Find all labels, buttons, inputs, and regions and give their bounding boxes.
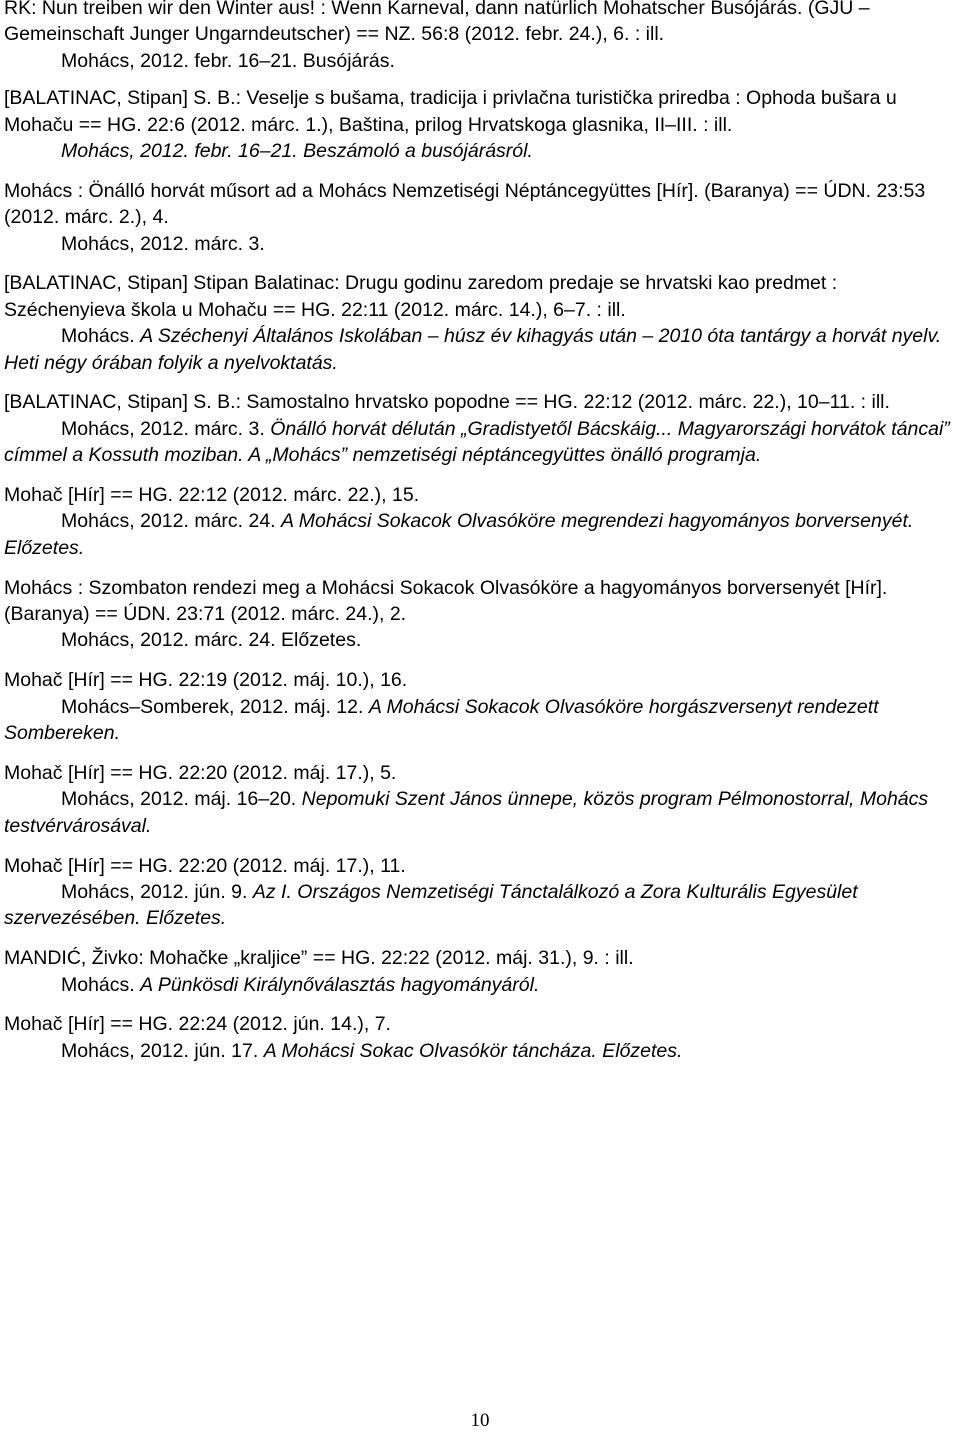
entry-citation: [BALATINAC, Stipan] S. B.: Veselje s bušama, tradicija i privlačna turistička priredba : Ophoda bušara u Mohaču == HG. 22:6 (2012. márc. 1.), Baština, prilog Hrvatskoga glasnika, II–III. : ill. [4,87,897,136]
annotation-text: A Mohácsi Sokacok Olvasóköre megrendezi hagyományos borversenyét. Előzetes. [4,510,914,559]
bibliography-entry [4,760,954,839]
entry-citation: Mohač [Hír] == HG. 22:24 (2012. jún. 14.), 7. [4,1013,391,1036]
bibliography-entry [4,482,954,561]
bibliography-entry [4,178,954,257]
annotation-text: Nepomuki Szent János ünnepe, közös program Pélmonostorral, Mohács testvérvárosával. [4,788,929,837]
bibliography-entry [4,389,954,468]
entry-citation: Mohač [Hír] == HG. 22:20 (2012. máj. 17.), 5. [4,761,397,784]
annotation-place-date: Mohács. [61,325,135,348]
bibliography-entry [4,945,954,998]
entry-citation: Mohač [Hír] == HG. 22:12 (2012. márc. 22.), 15. [4,484,420,507]
bibliography-entry [4,575,954,654]
bibliography-entry [4,0,954,74]
annotation-text: Az I. Országos Nemzetiségi Tánctalálkozó a Zora Kulturális Egyesület szervezésében. Előzetes. [4,880,858,930]
bibliography-page [4,0,954,1078]
annotation-place-date: Mohács. [61,973,135,996]
entry-citation: MANDIĆ, Živko: Mohačke „kraljice” == HG. 22:22 (2012. máj. 31.), 9. : ill. [4,947,634,970]
entry-annotation [4,138,954,164]
entry-annotation [4,231,954,257]
entry-citation: Mohács : Szombaton rendezi meg a Mohácsi Sokacok Olvasóköre a hagyományos borversenyét [Hír]. (Baranya) == ÚDN. 23:71 (2012. márc. 24.), 2. [4,576,888,626]
annotation-text: Mohács, 2012. febr. 16–21. Beszámoló a busójárásról. [61,140,533,163]
annotation-text: Önálló horvát délután „Gradistyetől Bácskáig... Magyarországi horvátok táncai” címmel a Kossuth moziban. A „Mohács” nemzetiségi néptáncegyüttes önálló programja. [4,417,950,467]
bibliography-entry [4,270,954,376]
annotation-place-date: Mohács, 2012. márc. 24. [61,510,276,533]
entry-citation: Mohács : Önálló horvát műsort ad a Mohács Nemzetiségi Néptáncegyüttes [Hír]. (Baranya) == ÚDN. 23:53 (2012. márc. 2.), 4. [4,179,926,229]
annotation-place-date: Mohács, 2012. máj. 16–20. [61,788,297,811]
entry-citation: [BALATINAC, Stipan] Stipan Balatinac: Drugu godinu zaredom predaje se hrvatski kao predmet : Széchenyieva škola u Mohaču == HG. 22:11 (2012. márc. 14.), 6–7. : ill. [4,272,838,321]
entry-citation: Mohač [Hír] == HG. 22:20 (2012. máj. 17.), 11. [4,854,406,877]
annotation-place-date: Mohács, 2012. márc. 24. Előzetes. [61,629,362,652]
annotation-place-date: Mohács, 2012. febr. 16–21. Busójárás. [61,49,395,72]
entry-citation: [BALATINAC, Stipan] S. B.: Samostalno hrvatsko popodne == HG. 22:12 (2012. márc. 22.), 10–11. : ill. [4,391,890,414]
annotation-text: A Pünkösdi Királynőválasztás hagyományáról. [140,973,540,996]
bibliography-entry [4,85,954,164]
bibliography-entry [4,1011,954,1064]
annotation-place-date: Mohács, 2012. márc. 3. [61,417,265,440]
annotation-place-date: Mohács–Somberek, 2012. máj. 12. [61,695,364,718]
annotation-place-date: Mohács, 2012. jún. 17. [61,1039,259,1062]
annotation-text: A Mohácsi Sokacok Olvasóköre horgászversenyt rendezett Sombereken. [4,695,879,745]
bibliography-entry [4,667,954,746]
entry-annotation [4,627,954,653]
entry-annotation [4,48,954,74]
annotation-place-date: Mohács, 2012. márc. 3. [61,232,265,255]
annotation-text: A Mohácsi Sokac Olvasókör táncháza. Előzetes. [263,1039,683,1062]
annotation-text: A Széchenyi Általános Iskolában – húsz év kihagyás után – 2010 óta tantárgy a horvát nyelv. Heti négy órában folyik a nyelvoktatás. [4,325,942,374]
entry-citation: RK: Nun treiben wir den Winter aus! : Wenn Karneval, dann natürlich Mohatscher Busójárás. (GJU – Gemeinschaft Junger Ungarndeutscher) == NZ. 56:8 (2012. febr. 24.), 6. : ill. [4,0,870,46]
entry-citation: Mohač [Hír] == HG. 22:19 (2012. máj. 10.), 16. [4,669,408,692]
page-number: 10 [470,1410,490,1431]
bibliography-entry [4,853,954,932]
annotation-place-date: Mohács, 2012. jún. 9. [61,880,248,903]
